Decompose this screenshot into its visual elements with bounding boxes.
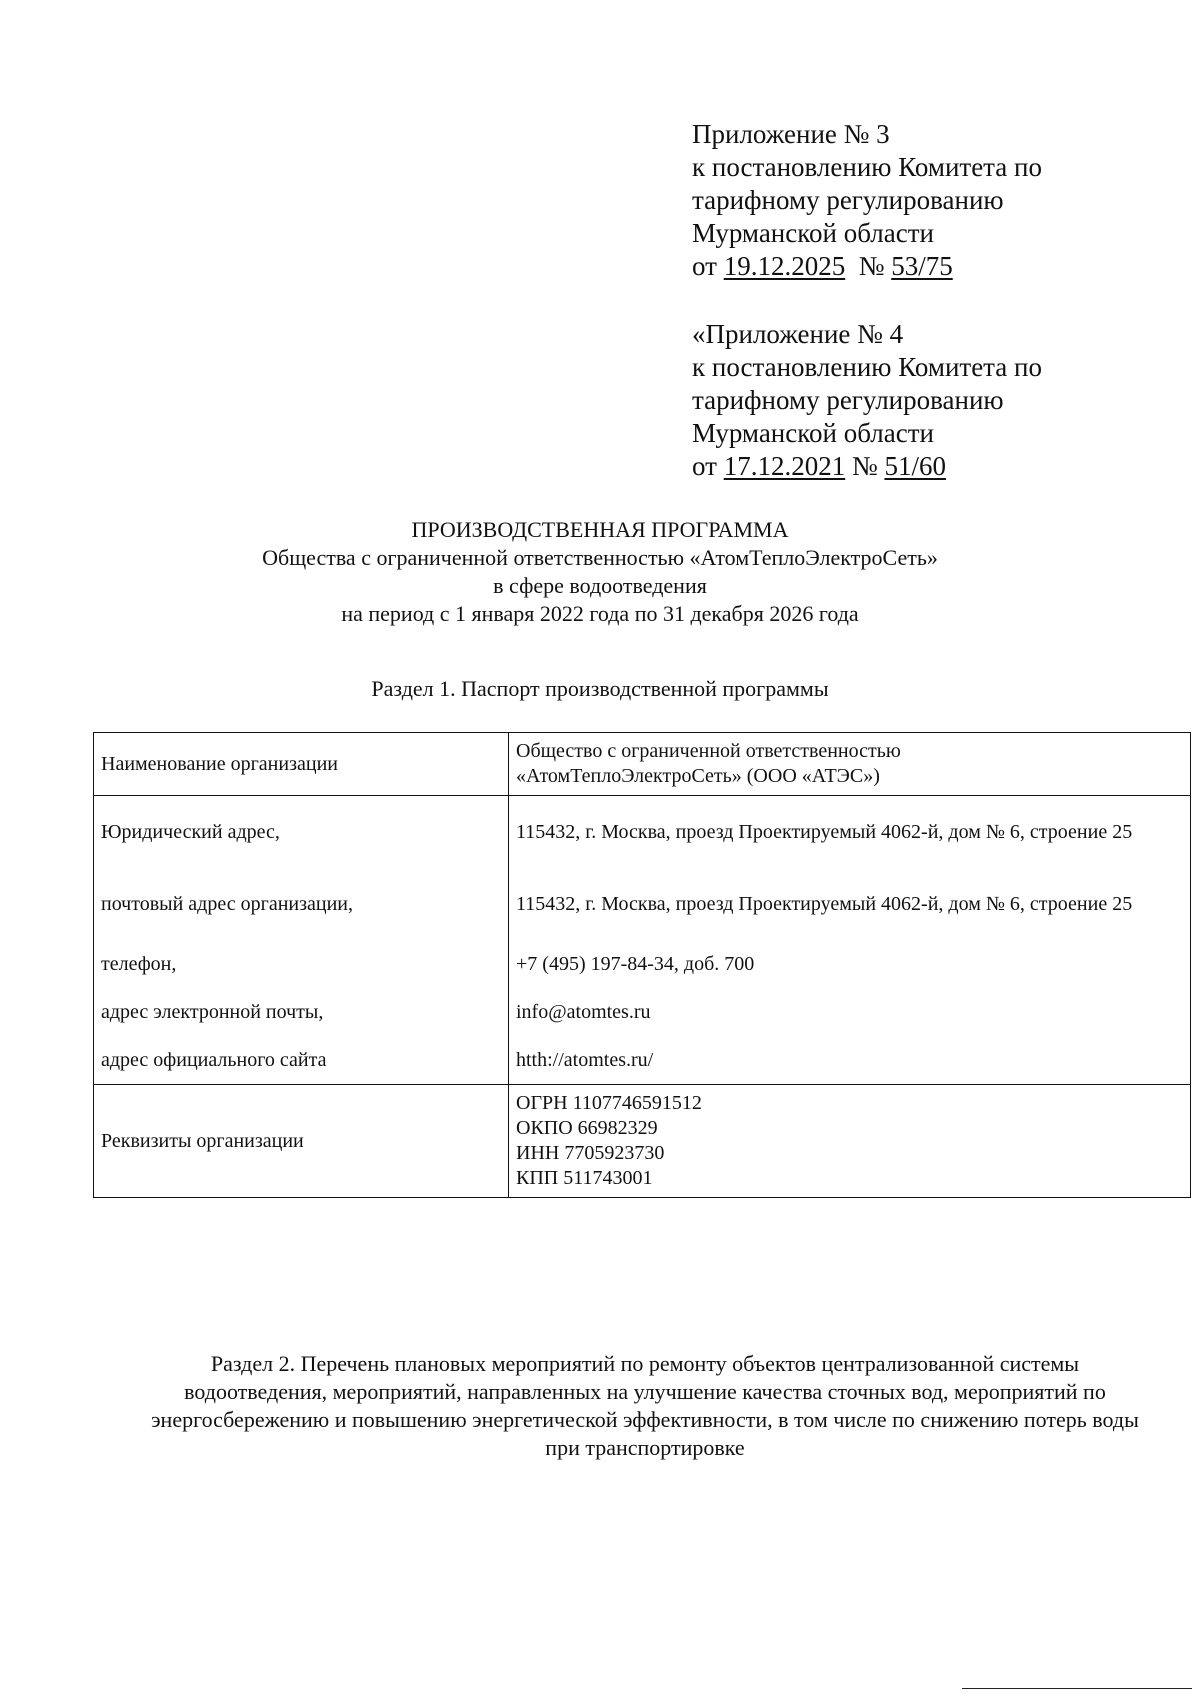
requisites-value [509, 1085, 1191, 1198]
appendix-current-line3: тарифному регулированию [692, 185, 1004, 215]
appendix-current-block [692, 118, 1042, 283]
appendix-current-line1: Приложение № 3 [692, 119, 890, 149]
appendix-prior-line2: к постановлению Комитета по [692, 352, 1042, 382]
appendix-prior-date-line [692, 450, 1042, 483]
website-value: htth://atomtes.ru/ [516, 1048, 654, 1071]
program-title [0, 516, 1200, 628]
appendix-current-date-line [692, 250, 1042, 283]
legal-address-value: 115432, г. Москва, проезд Проектируемый 4062-й, дом № 6, строение 25 [516, 820, 1133, 843]
program-title-line4: на период с 1 января 2022 года по 31 декабря 2026 года [341, 601, 859, 626]
requisite-ogrn: ОГРН 1107746591512 [516, 1092, 702, 1114]
requisites-label: Реквизиты организации [94, 1085, 509, 1198]
appendix-prior-prefix: от [692, 451, 717, 481]
appendix-prior-number-sign: № [851, 451, 878, 481]
phone-value: +7 (495) 197-84-34, доб. 700 [516, 952, 755, 975]
appendix-prior-date: 17.12.2021 [723, 451, 846, 481]
page-corner-rule [962, 1688, 1192, 1689]
appendix-current-date: 19.12.2025 [723, 251, 846, 281]
passport-table [93, 732, 1191, 1198]
website-label: адрес официального сайта [101, 1048, 327, 1071]
table-row [94, 733, 1191, 796]
legal-address-label: Юридический адрес, [101, 820, 280, 843]
appendix-prior-number: 51/60 [884, 451, 946, 481]
requisite-kpp: КПП 511743001 [516, 1167, 653, 1189]
appendix-current-number: 53/75 [891, 251, 953, 281]
appendix-prior-line3: тарифному регулированию [692, 385, 1004, 415]
table-row [94, 1085, 1191, 1198]
appendix-current-prefix: от [692, 251, 717, 281]
appendix-prior-line1: «Приложение № 4 [692, 319, 904, 349]
program-title-line2: Общества с ограниченной ответственностью «АтомТеплоЭлектроСеть» [262, 545, 938, 570]
appendix-prior-line4: Мурманской области [692, 418, 934, 448]
org-name-value-line1: Общество с ограниченной ответственностью [516, 740, 901, 762]
section2-heading: Раздел 2. Перечень плановых мероприятий по ремонту объектов централизованной системы водоотведения, мероприятий, направленных на улучшение качества сточных вод, мероприятий по энергосбережению и повышению энергетической эффективности, в том числе по снижению потерь воды при транспортировке [151, 1351, 1139, 1460]
email-value: info@atomtes.ru [516, 1000, 651, 1023]
requisite-inn: ИНН 7705923730 [516, 1142, 665, 1164]
program-title-line3: в сфере водоотведения [493, 573, 707, 598]
program-title-line1: ПРОИЗВОДСТВЕННАЯ ПРОГРАММА [411, 517, 789, 542]
contact-labels-cell [94, 796, 509, 1085]
table-row [94, 796, 1191, 1085]
appendix-current-line2: к постановлению Комитета по [692, 152, 1042, 182]
postal-address-label: почтовый адрес организации, [101, 892, 353, 915]
org-name-value [509, 733, 1191, 796]
contact-values-cell [509, 796, 1191, 1085]
org-name-label: Наименование организации [94, 733, 509, 796]
appendix-prior-block [692, 318, 1042, 483]
postal-address-value: 115432, г. Москва, проезд Проектируемый 4062-й, дом № 6, строение 25 [516, 892, 1133, 915]
requisite-okpo: ОКПО 66982329 [516, 1117, 658, 1139]
section1-heading: Раздел 1. Паспорт производственной программы [371, 676, 829, 701]
phone-label: телефон, [101, 952, 177, 975]
org-name-value-line2: «АтомТеплоЭлектроСеть» (ООО «АТЭС») [516, 765, 880, 787]
appendix-current-line4: Мурманской области [692, 218, 934, 248]
appendix-current-number-sign: № [858, 251, 885, 281]
email-label: адрес электронной почты, [101, 1000, 324, 1023]
